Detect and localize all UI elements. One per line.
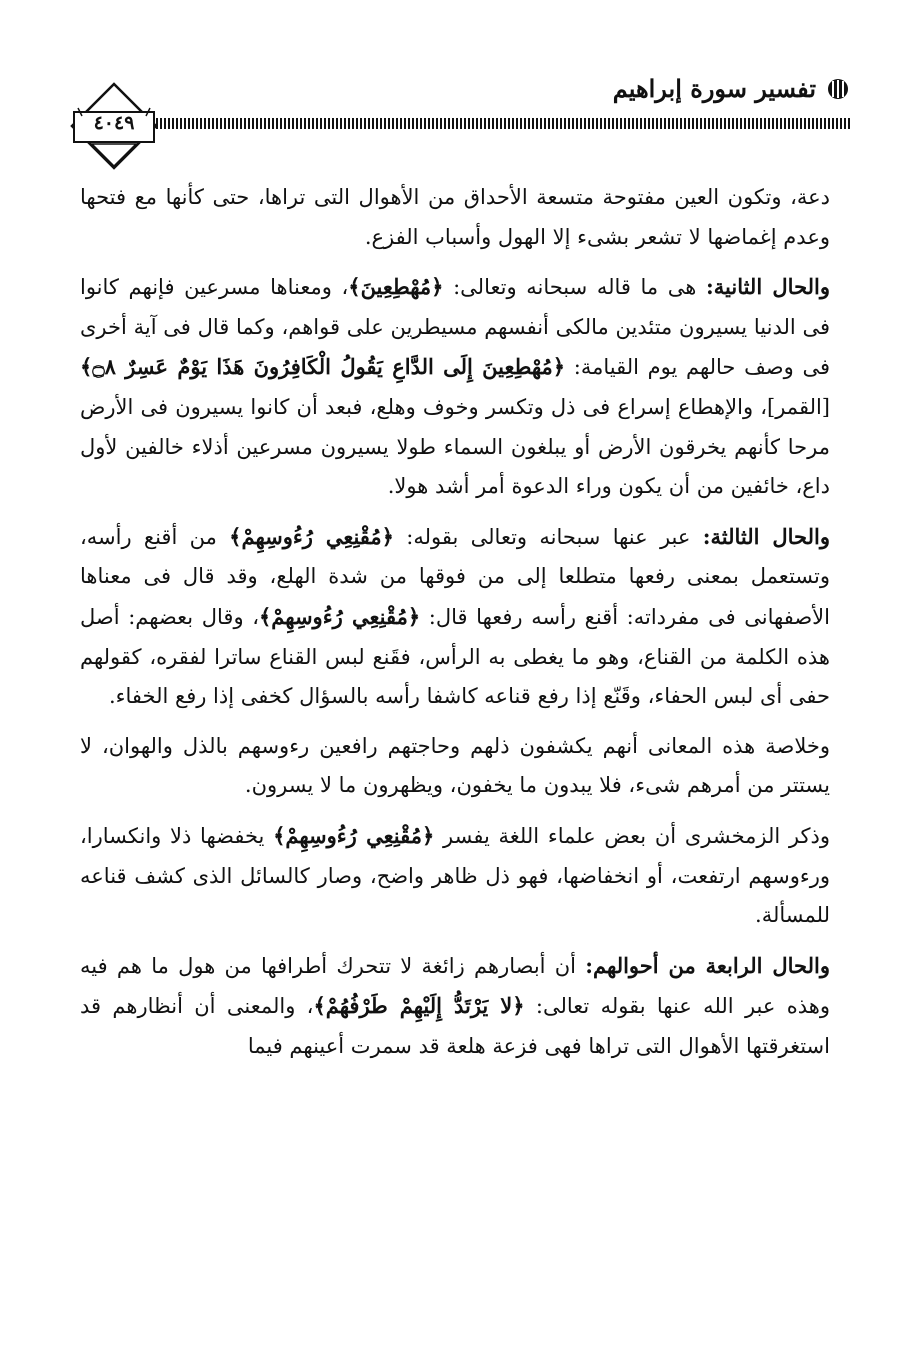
paragraph-5	[80, 816, 830, 936]
paragraph-text: ، ومعناها مسرعين فإنهم كانوا فى الدنيا يسيرون متئدين مالكى أنفسهم مسيطرين على قواهم، وكما قال فى آية أخرى فى وصف حالهم يوم القيامة:	[80, 275, 830, 380]
paragraph-text: هى ما قاله سبحانه وتعالى:	[443, 275, 706, 300]
quran-quote: ﴿مُقْنِعِي رُءُوسِهِمْ﴾	[259, 603, 421, 629]
paragraph-1: دعة، وتكون العين مفتوحة متسعة الأحداق من الأهوال التى تراها، حتى كأنها مع فتحها وعدم إغماضها لا تشعر بشىء إلا الهول وأسباب الفزع.	[80, 185, 830, 249]
paragraph-text: ، وقال بعضهم: أصل هذه الكلمة من القناع، وهو ما يغطى به الرأس، فقَنع لبس القناع ساترا لفقره، كقولهم حفى أى لبس الحفاء، وقَنّع إذا رفع قناعه كاشفا رأسه بالسؤال كخفى إذا رفع الخفاء.	[80, 604, 830, 709]
paragraph-6	[80, 946, 830, 1067]
quran-quote: ﴿مُقْنِعِي رُءُوسِهِمْ﴾	[273, 822, 435, 848]
page-title: تفسير سورة إبراهيم	[612, 74, 816, 103]
paragraph-text: من أقنع رأسه، وتستعمل بمعنى رفعها متطلعا إلى من فوقها من شدة الهلع، وقد قال فى معناها الأصفهانى فى مفرداته: أقنع رأسه رفعها قال:	[80, 524, 830, 629]
ornament-icon	[826, 77, 850, 101]
paragraph-3	[80, 517, 830, 717]
paragraph-text: [القمر]، والإهطاع إسراع فى ذل وتكسر وخوف وهلع، فبعد أن كانوا يسيرون فى الأرض مرحا كأنهم يخرقون الأرض أو يبلغون السماء طولا يسيرون مسرعين أذلاء خالفين لأول داع، خائفين من أن يكون وراء الدعوة أمر أشد هولا.	[80, 394, 830, 499]
paragraph-text: عبر عنها سبحانه وتعالى بقوله:	[393, 524, 703, 549]
paragraph-lead: والحال الرابعة من أحوالهم:	[585, 952, 830, 978]
title-group	[613, 74, 850, 103]
page-number: ٤٠٤٩	[93, 112, 135, 134]
page-header	[60, 60, 860, 160]
page-number-badge	[68, 82, 160, 178]
paragraph-lead: والحال الثانية:	[706, 274, 830, 300]
paragraph-text: يخفضها ذلا وانكسارا، ورءوسهم ارتفعت، أو انخفاضها، فهو ذل ظاهر واضح، وصار كالسائل الذى كشف قناعه للمسألة.	[80, 823, 830, 928]
quran-quote: ﴿مُقْنِعِي رُءُوسِهِمْ﴾	[229, 523, 394, 549]
quran-quote: ﴿لا يَرْتَدُّ إِلَيْهِمْ طَرْفُهُمْ﴾	[313, 993, 525, 1019]
quran-quote: ﴿مُهْطِعِينَ إِلَى الدَّاعِ يَقُولُ الْكَافِرُونَ هَذَا يَوْمٌ عَسِرٌ ۝٨﴾	[80, 354, 566, 380]
header-rule	[148, 118, 852, 129]
paragraph-4: وخلاصة هذه المعانى أنهم يكشفون ذلهم وحاجتهم رافعين رءوسهم بالذل والهوان، لا يستتر من أمرهم شىء، فلا يبدون ما يخفون، ويظهرون ما لا يسرون.	[80, 733, 830, 798]
paragraph-lead: والحال الثالثة:	[702, 523, 830, 549]
quran-quote: ﴿مُهْطِعِينَ﴾	[348, 274, 444, 300]
paragraph-text: أن أبصارهم زائغة لا تتحرك أطرافها من هول ما هم فيه وهذه عبر الله عنها بقوله تعالى:	[80, 953, 831, 1019]
paragraph-2	[80, 267, 830, 507]
paragraph-text: ، والمعنى أن أنظارهم قد استغرقتها الأهوال التى تراها فهى فزعة هلعة قد سمرت أعينهم فيما	[80, 994, 830, 1058]
page-body	[80, 178, 830, 1076]
paragraph-text: وذكر الزمخشرى أن بعض علماء اللغة يفسر	[434, 823, 830, 848]
